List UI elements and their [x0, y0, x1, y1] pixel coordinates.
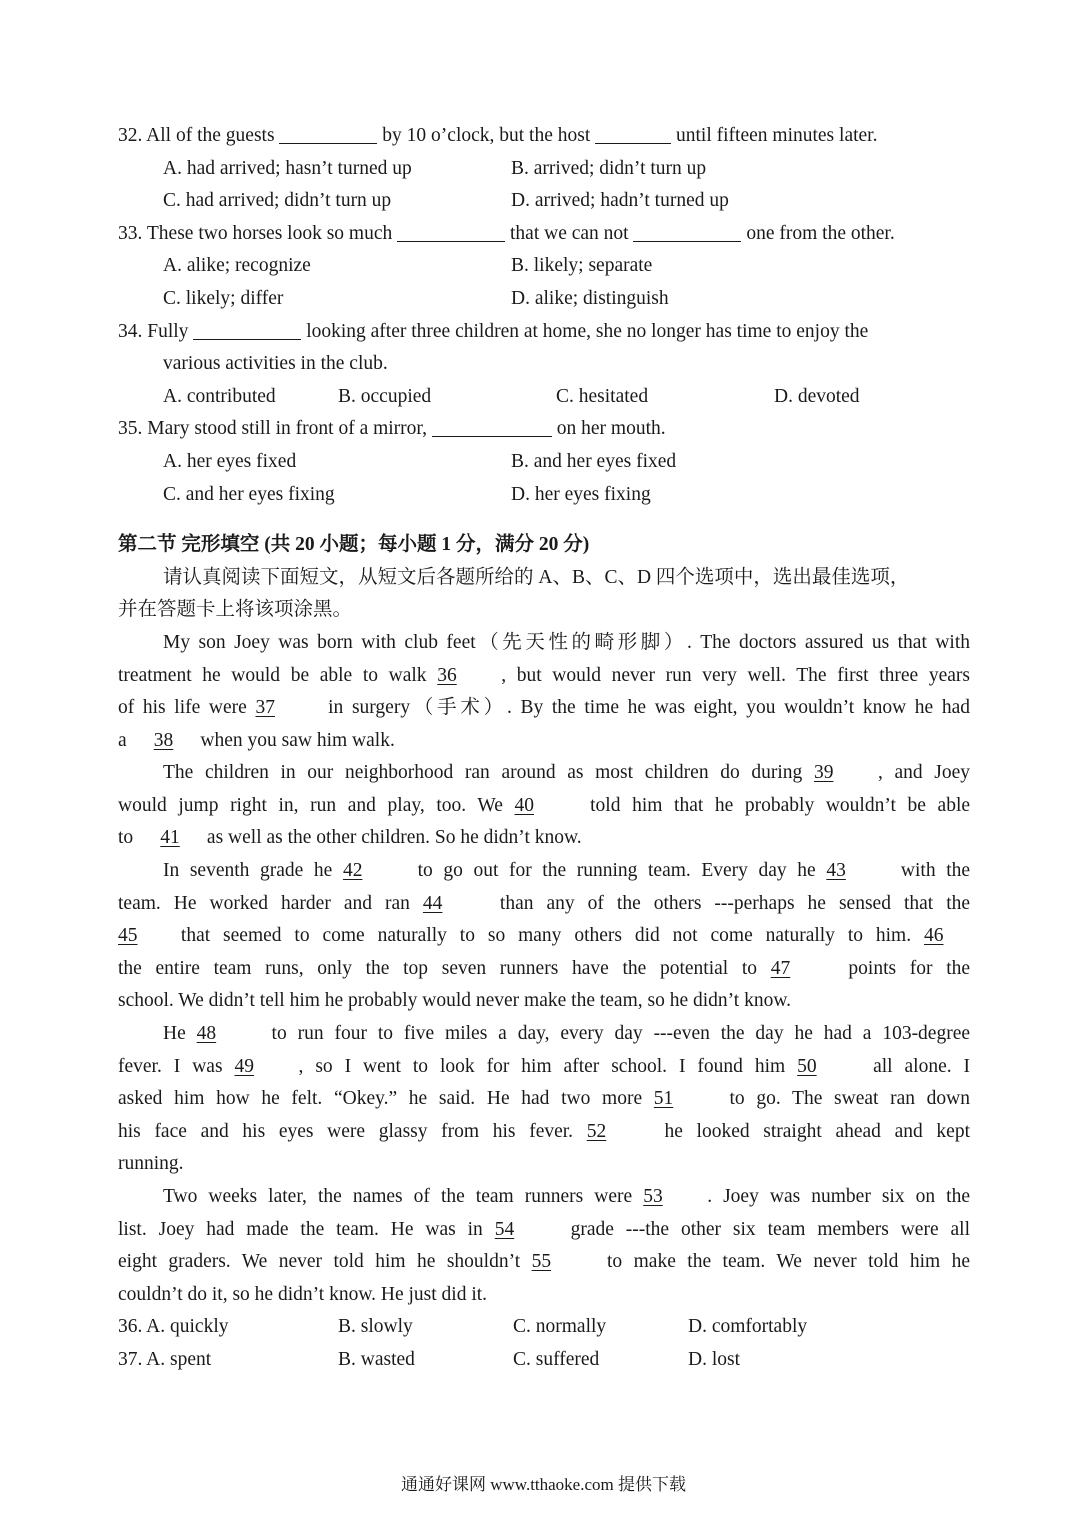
blank-number: 42	[342, 860, 363, 882]
exam-page	[118, 120, 970, 1377]
passage-line: running.	[118, 1153, 184, 1175]
blank-number: 45	[118, 925, 138, 947]
answer-blank	[279, 123, 377, 144]
answer-blank	[595, 123, 671, 144]
options-35: A. her eyes fixed B. and her eyes fixed	[163, 450, 677, 472]
question-35: 35. Mary stood still in front of a mirror, on her mouth.	[118, 418, 666, 440]
answer-blank	[193, 319, 301, 340]
passage-line: his face and his eyes were glassy from his fever. 52 he looked straight ahead and kept	[118, 1116, 970, 1149]
passage-line: would jump right in, run and play, too. We 40 told him that he probably wouldn’t be able	[118, 790, 970, 823]
passage-line: treatment he would be able to walk 36 , but would never run very well. The first three years	[118, 660, 970, 693]
blank-number: 38	[153, 729, 174, 751]
question-32: 32. All of the guests by 10 o’clock, but the host until fifteen minutes later.	[118, 125, 878, 146]
question-33: 33. These two horses look so much that we can not one from the other.	[118, 222, 895, 244]
blank-number: 36	[437, 664, 457, 686]
page-footer: 通通好课网 www.tthaoke.com 提供下载	[400, 1475, 687, 1494]
options-32: C. had arrived; didn’t turn up D. arrived; hadn’t turned up	[163, 190, 729, 212]
blank-number: 54	[494, 1218, 515, 1240]
blank-number: 48	[196, 1023, 217, 1045]
blank-number: 46	[924, 925, 944, 947]
passage-line: list. Joey had made the team. He was in 54 grade ---the other six team members were all	[118, 1214, 970, 1247]
blank-number: 52	[586, 1120, 607, 1142]
passage-line: Two weeks later, the names of the team runners were 53 . Joey was number six on the	[118, 1181, 970, 1214]
options-36: 36. A. quickly B. slowly C. normally D. comfortably	[118, 1316, 808, 1338]
options-34: A. contributed B. occupied C. hesitated D. devoted	[163, 385, 860, 407]
blank-number: 47	[770, 957, 791, 979]
blank-number: 43	[826, 860, 846, 882]
passage-line: to 41 as well as the other children. So he didn’t know.	[118, 822, 970, 855]
answer-blank	[432, 416, 552, 437]
passage-line: the entire team runs, only the top seven runners have the potential to 47 points for the	[118, 953, 970, 986]
answer-blank	[397, 221, 505, 242]
passage-line: fever. I was 49 , so I went to look for him after school. I found him 50 all alone. I	[118, 1051, 970, 1084]
passage-line: eight graders. We never told him he shouldn’t 55 to make the team. We never told him he	[118, 1246, 970, 1279]
answer-blank	[633, 221, 741, 242]
passage-line: asked him how he felt. “Okey.” he said. He had two more 51 to go. The sweat ran down	[118, 1083, 970, 1116]
passage-line: He 48 to run four to five miles a day, every day ---even the day he had a 103-degree	[118, 1018, 970, 1051]
options-32: A. had arrived; hasn’t turned up B. arrived; didn’t turn up	[163, 157, 707, 179]
passage-line: school. We didn’t tell him he probably would never make the team, so he didn’t know.	[118, 990, 792, 1012]
passage-line: My son Joey was born with club feet（先天性的畸形脚）. The doctors assured us that with	[163, 631, 970, 653]
blank-number: 55	[531, 1251, 552, 1273]
blank-number: 49	[234, 1055, 255, 1077]
section-title: 第二节 完形填空 (共 20 小题；每小题 1 分，满分 20 分)	[118, 534, 590, 556]
question-34-cont: various activities in the club.	[163, 353, 388, 375]
blank-number: 51	[653, 1088, 674, 1110]
section-instructions: 请认真阅读下面短文，从短文后各题所给的 A、B、C、D 四个选项中，选出最佳选项，	[163, 566, 910, 588]
blank-number: 44	[422, 892, 443, 914]
passage-line: of his life were 37 in surgery（手术）. By the time he was eight, you wouldn’t know he had	[118, 692, 970, 725]
blank-number: 41	[160, 827, 180, 849]
passage-line: team. He worked harder and ran 44 than any of the others ---perhaps he sensed that the	[118, 888, 970, 921]
blank-number: 50	[797, 1055, 817, 1077]
options-35: C. and her eyes fixing D. her eyes fixing	[163, 483, 651, 505]
blank-number: 39	[813, 762, 834, 784]
passage-line: couldn’t do it, so he didn’t know. He just did it.	[118, 1283, 488, 1305]
blank-number: 40	[514, 794, 535, 816]
passage-line: a 38 when you saw him walk.	[118, 725, 970, 758]
options-33: A. alike; recognize B. likely; separate	[163, 255, 653, 277]
question-34: 34. Fully looking after three children at home, she no longer has time to enjoy the	[118, 320, 869, 342]
blank-number: 37	[255, 697, 275, 719]
blank-number: 53	[643, 1186, 663, 1207]
passage-line: 45 that seemed to come naturally to so many others did not come naturally to him. 46	[118, 920, 970, 953]
section-instructions: 并在答题卡上将该项涂黑。	[118, 599, 353, 621]
options-37: 37. A. spent B. wasted C. suffered D. lost	[118, 1348, 741, 1370]
options-33: C. likely; differ D. alike; distinguish	[163, 287, 669, 309]
passage-line: The children in our neighborhood ran around as most children do during 39 , and Joey	[118, 757, 970, 790]
passage-line: In seventh grade he 42 to go out for the running team. Every day he 43 with the	[118, 855, 970, 888]
